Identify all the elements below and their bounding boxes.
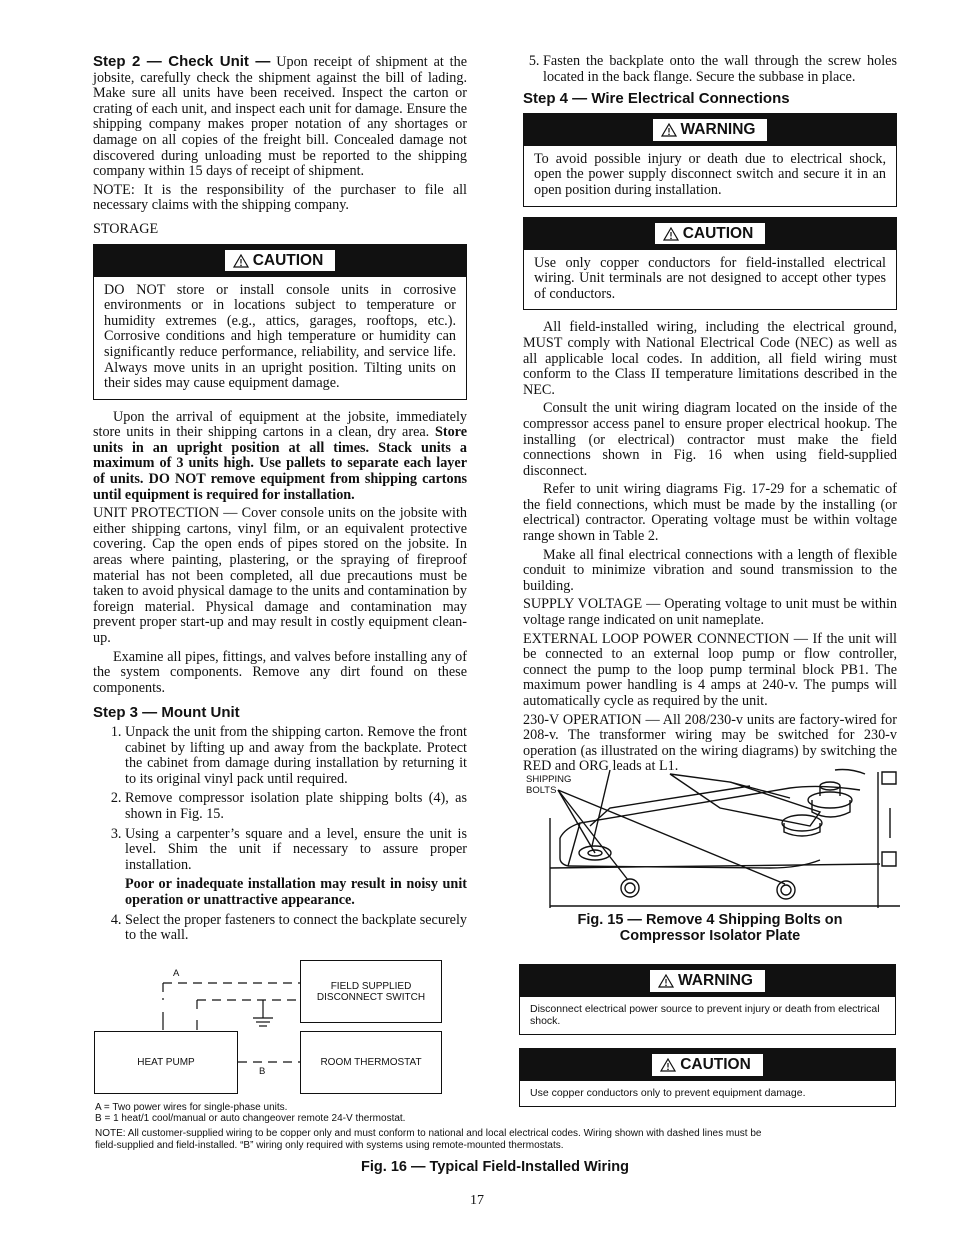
legend-a: A = Two power wires for single-phase units. [95, 1102, 288, 1113]
list-item: 2. Remove compressor isolation plate shipping bolts (4), as shown in Fig. 15. [125, 791, 467, 822]
badge-wrap [651, 1053, 764, 1077]
warning-triangle-icon [658, 974, 674, 988]
electrical-warning-box [523, 113, 897, 207]
caution-text: Use copper conductors only to prevent equipment damage. [530, 1087, 806, 1099]
fig16-caption: Fig. 16 — Typical Field-Installed Wiring [361, 1159, 629, 1175]
right-column [523, 54, 897, 778]
storage-caution-box [93, 244, 467, 400]
supply-voltage-paragraph: SUPPLY VOLTAGE — Operating voltage to unit must be within voltage range indicated on unit nameplate. [523, 596, 897, 629]
warning-header [524, 114, 896, 146]
caution-header [94, 245, 466, 277]
storage-heading: STORAGE [93, 220, 159, 237]
examine-paragraph: Examine all pipes, fittings, and valves before installing any of the system components. Remove any dirt found on these components. [93, 648, 467, 696]
left-column [93, 54, 467, 948]
label-a: A [173, 968, 180, 979]
warning-triangle-icon [660, 1058, 676, 1072]
wiring-diagram-paragraph: Consult the unit wiring diagram located on the inside of the compressor access panel to ensure proper electrical hookup. The installing (or electrical) contractor must make the field connections shown in Fig. 16 when using field-supplied disconnect. [523, 400, 897, 479]
list-item: 4. Select the proper fasteners to connect the backplate securely to the wall. [125, 913, 467, 944]
disconnect-switch-box [300, 960, 442, 1023]
shipping-bolts-label: SHIPPING BOLTS [526, 774, 572, 796]
unit-protection-paragraph: UNIT PROTECTION — Cover console units on the jobsite with either shipping cartons, vinyl film, or an equivalent protective covering. Cap the open ends of pipes stored on the jobsite. In areas where painting, plastering, or the spraying of fireproof material has not been completed, all due precautions must be taken to avoid physical damage to the units and contamination by foreign material. Physical damage and contamination may prevent proper start-up and may result in costly equipment clean-up. [93, 505, 467, 646]
note-paragraph: NOTE: It is the responsibility of the purchaser to file all necessary claims with the shipping company. [93, 181, 467, 214]
heat-pump-box: HEAT PUMP [94, 1031, 238, 1094]
external-loop-paragraph: EXTERNAL LOOP POWER CONNECTION — If the unit will be connected to an external loop pump or flow controller, connect the pump to the loop pump terminal block PB1. The maximum power handling is 4 amps at 240-v. The pumps will automatically cycle as required by the unit. [523, 630, 897, 709]
caution-badge: CAUTION [651, 1053, 764, 1077]
caution-header [524, 218, 896, 250]
caution-badge: CAUTION [224, 249, 337, 273]
step3-heading: Step 3 — Mount Unit [93, 704, 240, 722]
step2-heading: Step 2 — Check Unit — [93, 53, 271, 70]
warning-text: Disconnect electrical power source to prevent injury or death from electrical shock. [530, 1003, 880, 1027]
wiring-note: NOTE: All customer-supplied wiring to be copper only and must conform to national and local electrical codes. Wiring shown with dashed lines must be field-supplied and field-installed. “B” wiring only required with systems using remote-mounted thermostats. [95, 1128, 762, 1151]
warning-triangle-icon [663, 227, 679, 241]
list-item: 5. Fasten the backplate onto the wall through the screw holes located in the back flange. Secure the subbase in place. [543, 54, 897, 85]
disconnect-warning-box [519, 964, 896, 1035]
compressor-isolator-plate-illustration [520, 768, 900, 912]
warning-triangle-icon [661, 123, 677, 137]
step2-paragraph: Step 2 — Check Unit — Upon receipt of shipment at the jobsite, carefully check the shipment against the bill of lading. Make sure all units have been received. Inspect the carton or crating of each unit, and inspect each unit for damage. Ensure the shipping company makes proper notation of any shortages or damage on all copies of the freight bill. Concealed damage not discovered during unloading must be reported to the shipping company within 15 days of receipt of shipment. [93, 53, 467, 180]
step4-heading: Step 4 — Wire Electrical Connections [523, 90, 790, 108]
list-item: 1. Unpack the unit from the shipping carton. Remove the front cabinet by lifting up and away from the backplate. Protect the cabinet from damage during installation by returning it to its original vinyl pack until required. [125, 725, 467, 787]
warning-badge: WARNING [652, 118, 769, 142]
list-item: 3. Using a carpenter’s square and a level, ensure the unit is level. Shim the unit if necessary to assure proper installation. Poor or inadequate installation may result in noisy unit operation or unattractive appearance. [125, 827, 467, 909]
page-number: 17 [470, 1193, 484, 1208]
warning-header [520, 965, 895, 997]
conduit-paragraph: Make all final electrical connections with a length of flexible conduit to minimize vibration and sound transmission to the building. [523, 546, 897, 594]
fig15-caption: Fig. 15 — Remove 4 Shipping Bolts on Compressor Isolator Plate [577, 912, 843, 944]
installation-warning-text: Poor or inadequate installation may result in noisy unit operation or unattractive appearance. [125, 876, 467, 908]
copper-caution-box [523, 217, 897, 311]
step3-list [93, 725, 467, 944]
arrival-paragraph: Upon the arrival of equipment at the jobsite, immediately store units in their shipping cartons in a clean, dry area. Store units in an upright position at all times. Stack units a maximum of 3 units high. Use pallets to separate each layer of units. DO NOT remove equipment from shipping cartons until equipment is required for installation. [93, 408, 467, 503]
caution-text: DO NOT store or install console units in corrosive environments or in locations subject to temperature or humidity extremes (e.g., attics, garages, rooftops, etc.). Corrosive conditions and high temperature or humidity can significantly reduce performance, reliability, and service life. Always move units in an upright position. Tilting units on their sides may cause equipment damage. [104, 281, 456, 392]
caution-badge: CAUTION [654, 222, 767, 246]
warning-text: To avoid possible injury or death due to electrical shock, open the power supply disconnect switch and secure it in an open position during installation. [534, 150, 886, 198]
copper-only-caution-box [519, 1048, 896, 1107]
caution-header [520, 1049, 895, 1081]
230v-operation-paragraph: 230-V OPERATION — All 208/230-v units are factory-wired for 208-v. The transformer wiring may be switched for 230-v operation (as illustrated on the wiring diagrams) by switching the RED and ORG leads at L1. [523, 711, 897, 775]
disconnect-label: FIELD SUPPLIED DISCONNECT SWITCH [316, 980, 426, 1003]
badge-wrap [649, 969, 766, 993]
caution-text: Use only copper conductors for field-installed electrical wiring. Unit terminals are not designed to accept other types of conductors. [534, 254, 886, 302]
room-thermostat-box: ROOM THERMOSTAT [300, 1031, 442, 1094]
warning-badge: WARNING [649, 969, 766, 993]
label-b: B [259, 1066, 266, 1077]
legend-b: B = 1 heat/1 cool/manual or auto changeover remote 24-V thermostat. [95, 1113, 406, 1124]
nec-paragraph: All field-installed wiring, including the electrical ground, MUST comply with National Electrical Code (NEC) as well as all applicable local codes. In addition, all field wiring must conform to the Class II temperature limitations described in the NEC. [523, 319, 897, 398]
step3-list-continued [509, 54, 897, 85]
schematic-paragraph: Refer to unit wiring diagrams Fig. 17-29 for a schematic of the field connections, which must be made by the installing (or electrical) contractor. Operating voltage must be within voltage range shown in Table 2. [523, 481, 897, 545]
warning-triangle-icon [233, 254, 249, 268]
